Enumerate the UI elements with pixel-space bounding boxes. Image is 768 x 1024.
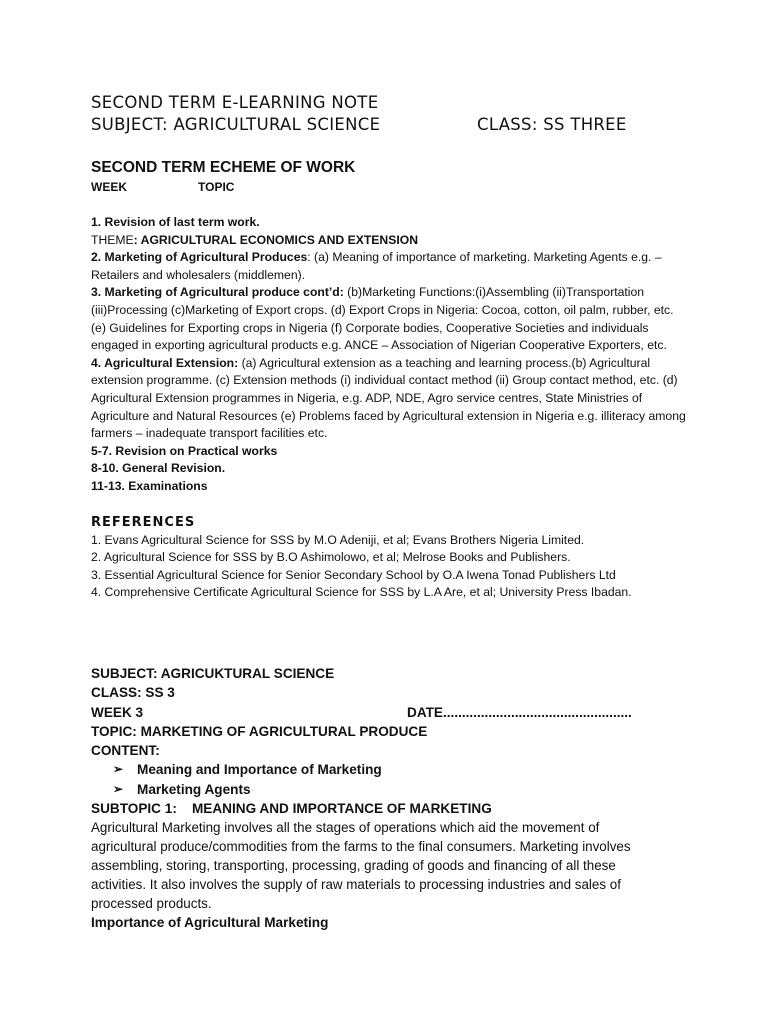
- content-bullet-text: Meaning and Importance of Marketing: [137, 762, 382, 778]
- reference-item: 3. Essential Agricultural Science for Senior Secondary School by O.A Iwena Tonad Publishers Ltd: [91, 567, 616, 582]
- scheme-item-2-text: : (a) Meaning of importance of marketing. Marketing Agents e.g. – Retailers and wholesalers (middlemen).: [91, 250, 662, 282]
- lesson-content-label: CONTENT:: [91, 743, 160, 759]
- content-bullet-text: Marketing Agents: [137, 781, 251, 797]
- scheme-item-6: 8-10. General Revision.: [91, 461, 226, 476]
- lesson-class: CLASS: SS 3: [91, 685, 175, 701]
- arrow-bullet-icon: ➢: [113, 781, 124, 796]
- scheme-item-4-title: 4. Agricultural Extension:: [91, 355, 239, 370]
- subtopic-heading: SUBTOPIC 1: MEANING AND IMPORTANCE OF MARKETING: [91, 801, 492, 817]
- reference-item: 1. Evans Agricultural Science for SSS by M.O Adeniji, et al; Evans Brothers Nigeria Limited.: [91, 532, 585, 547]
- arrow-bullet-icon: ➢: [113, 762, 124, 777]
- importance-heading: Importance of Agricultural Marketing: [91, 915, 329, 931]
- scheme-item-4-text: (a) Agricultural extension as a teaching and learning process.(b) Agricultural extension programme. (c) Extension methods (i) individual contact method (ii) Group contact method, etc. (d) Agricultural Extension programmes in Nigeria, e.g. ADP, NDE, Agro service centres, State Ministries of Agriculture and Natural Resources (e) Problems faced by Agricultural extension in Nigeria e.g. illiteracy among farmers – inadequate transport facilities etc.: [91, 355, 686, 441]
- lesson-subject: SUBJECT: AGRICUKTURAL SCIENCE: [91, 666, 335, 681]
- lesson-topic: TOPIC: MARKETING OF AGRICULTURAL PRODUCE: [91, 723, 428, 739]
- scheme-column-headers: [91, 178, 691, 196]
- week-column-header: WEEK: [91, 180, 127, 194]
- scheme-item-3-title: 3. Marketing of Agricultural produce cont’d:: [91, 285, 344, 300]
- references-title: REFERENCES: [91, 514, 196, 530]
- scheme-item-7: 11-13. Examinations: [91, 478, 208, 493]
- scheme-title: SECOND TERM ECHEME OF WORK: [91, 159, 356, 176]
- references-list: [91, 532, 691, 602]
- scheme-item-3-text: (b)Marketing Functions:(i)Assembling (ii)Transportation (iii)Processing (c)Marketing of Export crops. (d) Export Crops in Nigeria: Cocoa, cotton, oil palm, rubber, etc. (e) Guidelines for Exporting crops in Nigeria (f) Corporate bodies, Cooperative Societies and individuals engaged in exporting agricultural products e.g. ANCE – Association of Nigerian Cooperative Exporters, etc.: [91, 285, 674, 353]
- content-bullet: [91, 760, 651, 779]
- scheme-item-2: [91, 249, 691, 284]
- lesson-week: WEEK 3: [91, 704, 144, 720]
- scheme-item-5: 5-7. Revision on Practical works: [91, 443, 278, 458]
- lesson-week-date-row: [91, 703, 651, 722]
- lesson-date: DATE..................................................: [407, 704, 632, 720]
- reference-item: 4. Comprehensive Certificate Agricultural Science for SSS by L.A Are, et al; University Press Ibadan.: [91, 585, 632, 600]
- topic-column-header: TOPIC: [198, 180, 235, 194]
- theme-value: : AGRICULTURAL ECONOMICS AND EXTENSION: [133, 232, 419, 247]
- scheme-item-1: 1. Revision of last term work.: [91, 215, 260, 229]
- scheme-item-2-title: 2. Marketing of Agricultural Produces: [91, 250, 308, 265]
- theme-label: THEME: [91, 232, 134, 247]
- class-heading: CLASS: SS THREE: [477, 115, 627, 134]
- scheme-item-4: [91, 355, 691, 443]
- subject-class-row: [91, 114, 691, 136]
- scheme-item-3: [91, 284, 691, 354]
- content-bullet: [91, 780, 651, 799]
- lesson-note: [91, 664, 651, 933]
- subject-heading: SUBJECT: AGRICULTURAL SCIENCE: [91, 115, 381, 134]
- marketing-paragraph: Agricultural Marketing involves all the stages of operations which aid the movement of agricultural produce/commodities from the farms to the final consumers. Marketing involves assembling, storing, transporting, processing, grading of goods and financing of all these activities. It also involves the supply of raw materials to processing industries and sales of processed products.: [91, 820, 631, 912]
- note-title: SECOND TERM E-LEARNING NOTE: [91, 93, 379, 112]
- scheme-page: [91, 92, 691, 602]
- scheme-list: [91, 214, 691, 496]
- scheme-theme: [91, 232, 691, 250]
- reference-item: 2. Agricultural Science for SSS by B.O Ashimolowo, et al; Melrose Books and Publishers.: [91, 550, 571, 565]
